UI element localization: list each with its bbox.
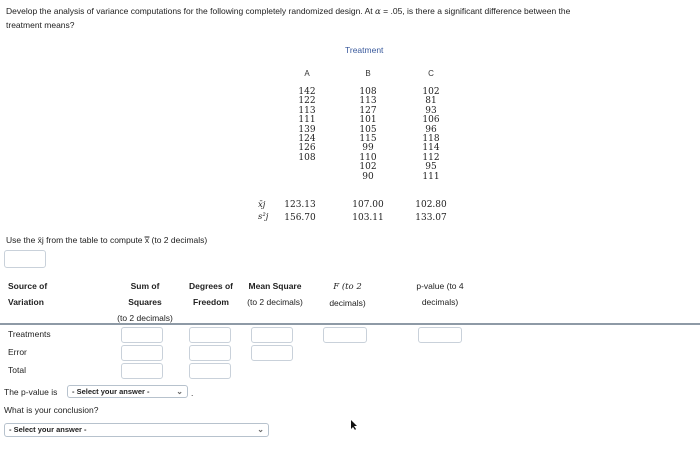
header-sum-of-squares: Sum of Squares (to 2 decimals) — [117, 281, 173, 323]
row-label-treatments: Treatments — [8, 329, 51, 339]
p-value-prefix: The p-value is — [4, 387, 58, 397]
data-cell: 126 — [298, 143, 316, 154]
row-label-error: Error — [8, 347, 27, 357]
ss-total-input[interactable] — [121, 363, 163, 379]
treatment-header: Treatment — [345, 45, 384, 55]
data-cell: 101 — [359, 115, 377, 126]
header-mean-square: Mean Square (to 2 decimals) — [247, 281, 303, 307]
p-value-select-label: - Select your answer - — [72, 387, 150, 396]
f-input[interactable] — [323, 327, 367, 343]
data-cell: 106 — [422, 115, 440, 126]
chevron-down-icon: ⌄ — [257, 425, 264, 434]
data-cell: 115 — [359, 133, 377, 144]
p-value-select[interactable] — [67, 385, 188, 398]
data-cell: 102 — [359, 162, 377, 173]
variance-c: 133.07 — [415, 213, 447, 223]
mouse-cursor-icon — [350, 419, 358, 433]
data-cell: 127 — [359, 105, 377, 116]
question-text — [6, 5, 696, 32]
data-cell: 112 — [422, 152, 440, 163]
data-cell: 99 — [362, 143, 374, 154]
data-cell: 118 — [422, 133, 440, 144]
data-column-c — [411, 88, 451, 182]
header-degrees-of-freedom: Degrees of Freedom — [189, 281, 233, 307]
column-header-a: A — [304, 69, 310, 78]
ss-treatments-input[interactable] — [121, 327, 163, 343]
xbar-label: x̄j — [258, 200, 266, 210]
df-treatments-input[interactable] — [189, 327, 231, 343]
p-value-input[interactable] — [418, 327, 462, 343]
df-total-input[interactable] — [189, 363, 231, 379]
table-divider — [0, 323, 700, 325]
header-p-value: p-value (to 4 decimals) — [416, 281, 464, 307]
data-cell: 113 — [298, 105, 316, 116]
period: . — [191, 388, 194, 398]
data-cell: 108 — [298, 152, 316, 163]
data-cell: 113 — [359, 96, 377, 107]
variance-b: 103.11 — [352, 213, 384, 223]
header-f: F (to 2 decimals) — [329, 282, 366, 308]
data-cell: 111 — [298, 115, 316, 126]
ms-error-input[interactable] — [251, 345, 293, 361]
chevron-down-icon: ⌄ — [176, 387, 183, 396]
data-column-a — [287, 88, 327, 163]
mean-b: 107.00 — [352, 200, 384, 210]
df-error-input[interactable] — [189, 345, 231, 361]
variance-a: 156.70 — [284, 213, 316, 223]
data-cell: 95 — [425, 162, 437, 173]
header-source: Source of Variation — [8, 281, 48, 307]
grand-mean-instruction: Use the x̄j from the table to compute x̿ (to 2 decimals) — [6, 235, 208, 245]
conclusion-select-label: - Select your answer - — [9, 425, 87, 434]
conclusion-select[interactable] — [4, 423, 269, 437]
column-header-c: C — [428, 69, 434, 78]
mean-c: 102.80 — [415, 200, 447, 210]
ms-treatments-input[interactable] — [251, 327, 293, 343]
data-cell: 124 — [298, 133, 316, 144]
variance-label: s²j — [258, 212, 269, 222]
data-cell: 122 — [298, 96, 316, 107]
row-label-total: Total — [8, 365, 26, 375]
data-cell: 105 — [359, 124, 377, 135]
data-cell: 93 — [425, 105, 437, 116]
column-header-b: B — [365, 69, 371, 78]
question-line-1: Develop the analysis of variance computations for the following completely randomized design. At — [6, 6, 373, 16]
data-cell: 142 — [298, 87, 316, 97]
grand-mean-input[interactable] — [4, 250, 46, 268]
data-cell: 96 — [425, 124, 437, 135]
data-cell: 81 — [425, 96, 437, 107]
alpha-value: = .05, is there a significant difference between the — [383, 6, 571, 16]
data-cell: 110 — [359, 152, 377, 163]
data-cell: 108 — [359, 87, 377, 97]
mean-a: 123.13 — [284, 200, 316, 210]
data-cell: 139 — [298, 124, 316, 135]
alpha-symbol: α — [375, 7, 381, 17]
data-cell: 114 — [422, 143, 440, 154]
data-cell: 111 — [422, 171, 440, 182]
data-column-b — [348, 88, 388, 182]
conclusion-question: What is your conclusion? — [4, 405, 99, 415]
data-cell: 90 — [362, 171, 374, 182]
ss-error-input[interactable] — [121, 345, 163, 361]
question-line-2: treatment means? — [6, 20, 75, 30]
data-cell: 102 — [422, 87, 440, 97]
